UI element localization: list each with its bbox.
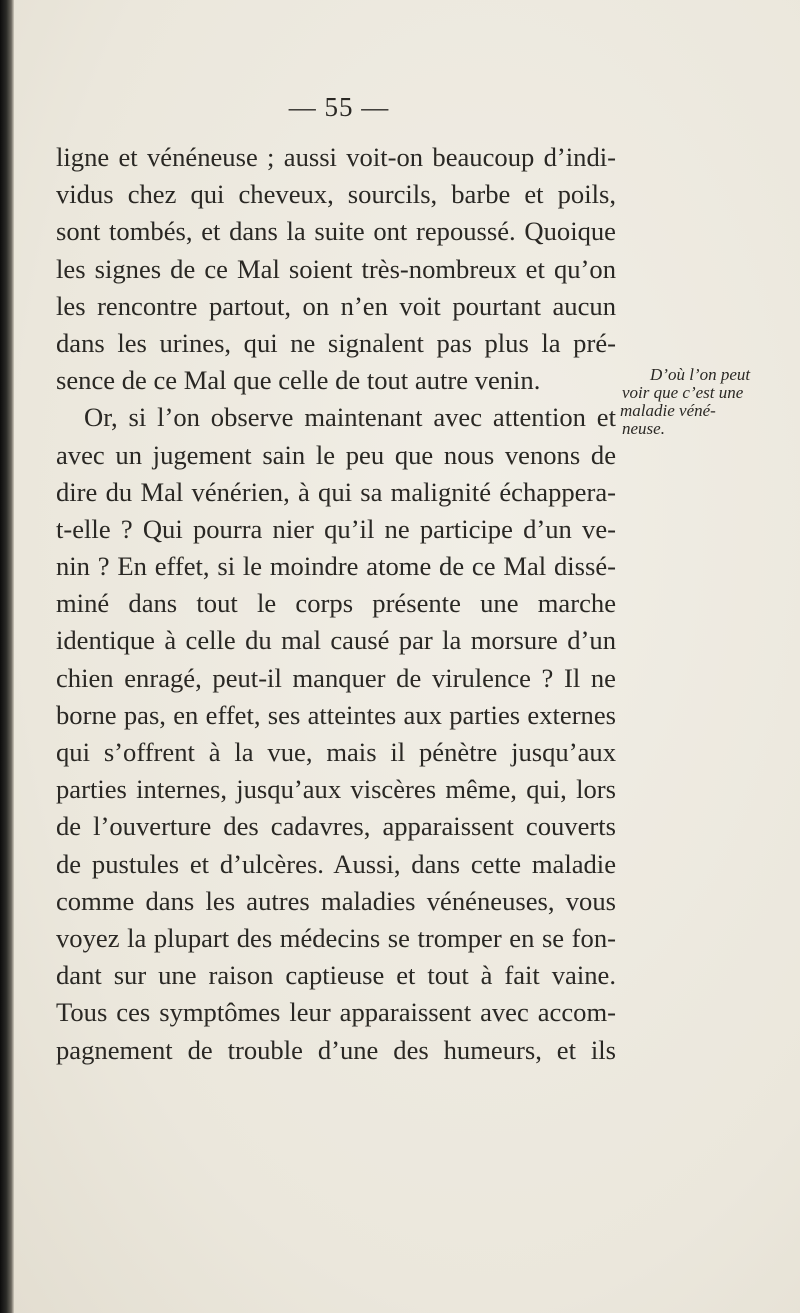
text-line: comme dans les autres maladies vénéneuses, vous [56,885,616,916]
margin-note-line: neuse. [622,419,665,438]
text-line: miné dans tout le corps présente une marche [56,588,616,619]
text-line: les rencontre partout, on n’en voit pourtant aucun [56,290,616,321]
page-number: — 55 — [288,92,390,122]
text-line: borne pas, en effet, ses atteintes aux parties externes [56,699,616,730]
text-line: qui s’offrent à la vue, mais il pénètre jusqu’aux [56,737,616,767]
text-line: Or, si l’on observe maintenant avec attention et [84,402,616,433]
text-line: dire du Mal vénérien, à qui sa malignité échappera- [56,476,616,507]
text-line: sence de ce Mal que celle de tout autre venin. [56,365,541,396]
margin-note-line: maladie véné- [620,401,716,420]
text-line: voyez la plupart des médecins se tromper en se fon- [56,922,616,953]
text-line: Tous ces symptômes leur apparaissent avec accom- [56,997,616,1028]
text-line: t-elle ? Qui pourra nier qu’il ne participe d’un ve- [56,513,616,544]
text-line: de l’ouverture des cadavres, apparaissent couverts [56,811,616,842]
book-binding-edge [0,0,14,1313]
text-line: sont tombés, et dans la suite ont repoussé. Quoique [56,216,616,247]
book-page [14,0,800,1313]
body-text [56,139,616,1069]
text-line: dans les urines, qui ne signalent pas plus la pré- [56,327,616,358]
text-line: ligne et vénéneuse ; aussi voit-on beaucoup d’indi- [56,142,616,172]
margin-note [620,366,780,438]
margin-note-line: D’où l’on peut [650,365,751,384]
text-line: pagnement de trouble d’une des humeurs, et ils [56,1034,616,1065]
text-line: chien enragé, peut-il manquer de virulence ? Il ne [56,662,616,693]
text-line: vidus chez qui cheveux, sourcils, barbe et poils, [56,179,616,210]
text-line: avec un jugement sain le peu que nous venons de [56,439,616,470]
text-line: les signes de ce Mal soient très-nombreux et qu’on [56,253,616,284]
margin-note-line: voir que c’est une [622,383,744,402]
text-line: de pustules et d’ulcères. Aussi, dans cette maladie [56,848,616,879]
text-line: parties internes, jusqu’aux viscères même, qui, lors [56,774,616,805]
text-line: dant sur une raison captieuse et tout à fait vaine. [56,960,616,991]
text-line: identique à celle du mal causé par la morsure d’un [56,625,616,656]
text-line: nin ? En effet, si le moindre atome de ce Mal dissé- [56,551,616,582]
